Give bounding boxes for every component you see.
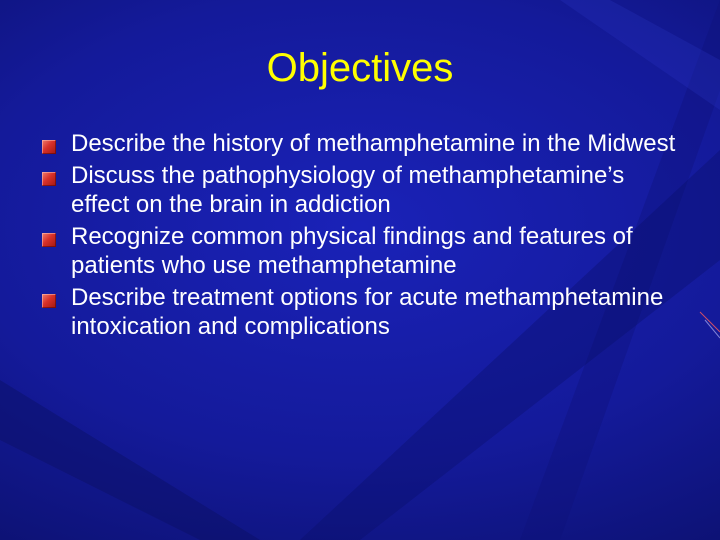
red-square-bullet-icon	[42, 172, 56, 186]
bullet-text: Discuss the pathophysiology of methamphetamine’s effect on the brain in addiction	[71, 162, 625, 218]
list-item	[42, 129, 682, 158]
red-square-bullet-icon	[42, 140, 56, 154]
bullet-text: Describe the history of methamphetamine in the Midwest	[71, 130, 676, 157]
red-square-bullet-icon	[42, 294, 56, 308]
list-item	[42, 283, 682, 341]
objectives-list	[42, 129, 682, 344]
bullet-text: Recognize common physical findings and features of patients who use methamphetamine	[71, 223, 633, 279]
list-item	[42, 161, 682, 219]
list-item	[42, 222, 682, 280]
bullet-text: Describe treatment options for acute methamphetamine intoxication and complications	[71, 284, 664, 340]
slide-title: Objectives	[266, 46, 454, 90]
red-square-bullet-icon	[42, 233, 56, 247]
